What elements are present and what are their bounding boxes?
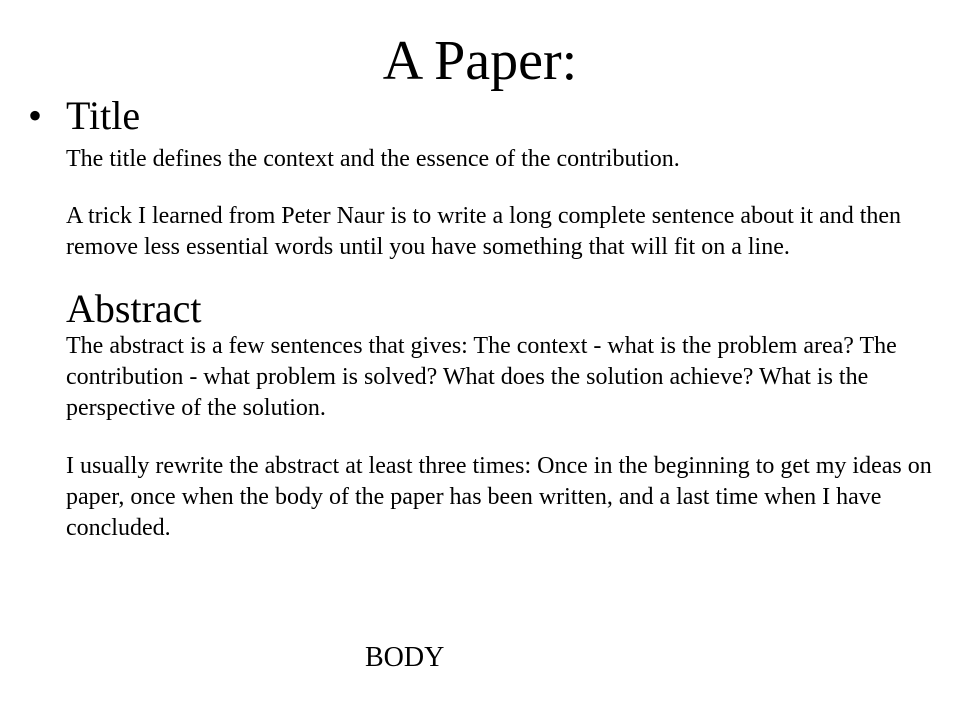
title-heading: Title (66, 93, 141, 138)
abstract-heading: Abstract (66, 286, 202, 331)
bullet-content (66, 94, 956, 544)
slide-title: A Paper: (382, 30, 578, 92)
bullet-point: • (28, 93, 43, 138)
body-label: BODY (365, 642, 445, 673)
title-tip: A trick I learned from Peter Naur is to write a long complete sentence about it and then remove less essential words until you have something that will fit on a line. (66, 203, 902, 260)
abstract-description: The abstract is a few sentences that gives: The context - what is the problem area? The contribution - what problem is solved? What does the solution achieve? What is the perspective of the solution. (66, 333, 897, 421)
title-description: The title defines the context and the essence of the contribution. (66, 146, 680, 172)
abstract-tip: I usually rewrite the abstract at least three times: Once in the beginning to get my ideas on paper, once when the body of the paper has been written, and a last time when I have concluded. (66, 453, 932, 541)
